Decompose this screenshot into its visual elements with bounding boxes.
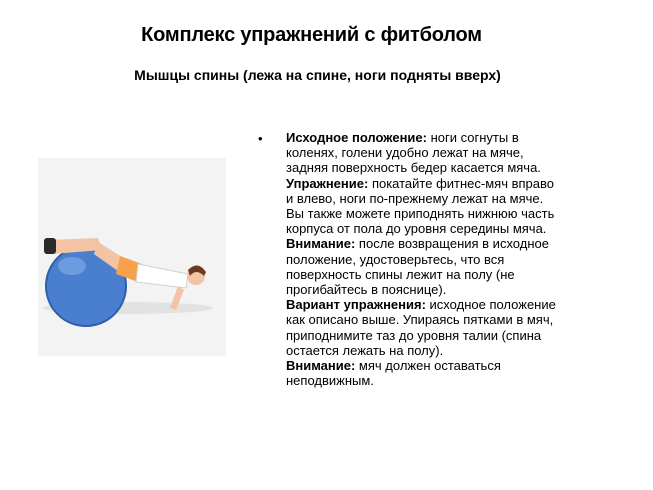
description-segment: остается лежать на полу).: [286, 342, 444, 358]
description-segment: задняя поверхность бедер касается мяча.: [286, 160, 541, 176]
description-line: [286, 328, 631, 343]
description-heading: Внимание:: [286, 236, 359, 252]
description-line: [286, 176, 631, 191]
description-line: [286, 373, 631, 388]
description-line: [286, 297, 631, 312]
description-line: [286, 221, 631, 236]
description-segment: приподнимите таз до уровня талии (спина: [286, 327, 542, 343]
description-line: [286, 343, 631, 358]
description-segment: прогибайтесь в пояснице).: [286, 282, 447, 298]
description-line: [286, 160, 631, 175]
description-segment: неподвижным.: [286, 373, 374, 389]
description-text: [286, 130, 631, 388]
description-segment: ноги согнуты в: [430, 130, 519, 145]
description-heading: Внимание:: [286, 358, 359, 374]
description-line: [286, 130, 631, 145]
description-line: [286, 267, 631, 282]
description-heading: Вариант упражнения:: [286, 297, 430, 313]
description-segment: Вы также можете приподнять нижнюю часть: [286, 206, 555, 222]
description-segment: как описано выше. Упираясь пятками в мяч,: [286, 312, 554, 328]
bullet-marker: •: [258, 131, 263, 146]
description-line: [286, 252, 631, 267]
description-line: [286, 312, 631, 327]
description-segment: коленях, голени удобно лежат на мяче,: [286, 145, 524, 161]
description-line: [286, 236, 631, 251]
description-line: [286, 206, 631, 221]
description-line: [286, 145, 631, 160]
description-segment: корпуса от пола до уровня середины мяча.: [286, 221, 547, 237]
description-segment: и влево, ноги по-прежнему лежат на мяче.: [286, 190, 544, 206]
description-segment: покатайте фитнес-мяч вправо: [371, 175, 554, 191]
description-heading: Исходное положение:: [286, 130, 431, 145]
description-segment: исходное положение: [429, 297, 556, 313]
description-segment: поверхность спины лежит на полу (не: [286, 266, 515, 282]
description-segment: после возвращения в исходное: [358, 236, 549, 252]
description-line: [286, 282, 631, 297]
description-heading: Упражнение:: [286, 175, 372, 191]
slide-subtitle: Мышцы спины (лежа на спине, ноги подняты вверх): [134, 67, 501, 83]
description-line: [286, 358, 631, 373]
slide-title: Комплекс упражнений с фитболом: [141, 24, 482, 46]
description-segment: мяч должен оставаться: [358, 358, 501, 374]
exercise-illustration: [38, 158, 226, 356]
fitball-exercise-picture: [38, 158, 226, 356]
description-line: [286, 191, 631, 206]
description-segment: положение, удостоверьтесь, что вся: [286, 251, 505, 267]
